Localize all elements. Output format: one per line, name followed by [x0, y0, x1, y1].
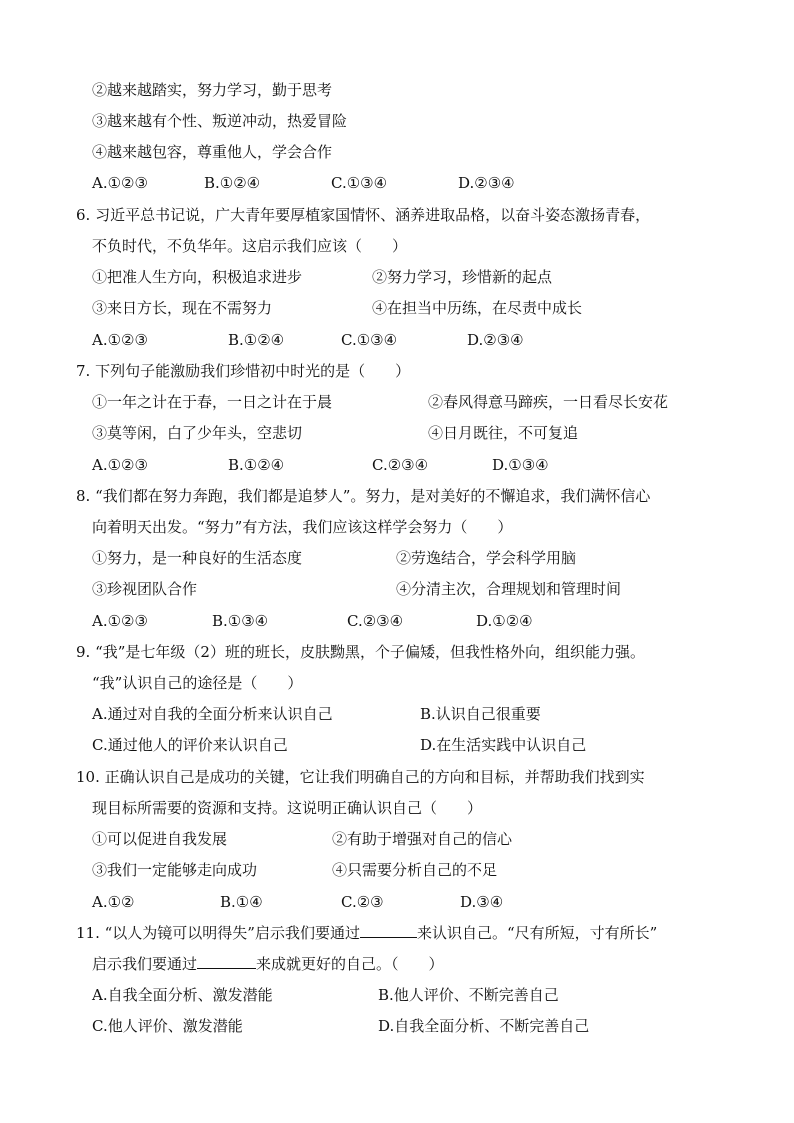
q9-stem-line-1: 9. “我”是七年级（2）班的班长，皮肤黝黑，个子偏矮，但我性格外向，组织能力强。 [76, 643, 645, 661]
q7-item-2: ②春风得意马蹄疾，一日看尽长安花 [428, 393, 669, 411]
q8-item-4: ④分清主次，合理规划和管理时间 [396, 580, 622, 598]
q8-stem-line-2: 向着明天出发。“努力”有方法，我们应该这样学会努力（ ） [92, 518, 513, 536]
q5-item-2: ②越来越踏实，努力学习，勤于思考 [92, 81, 333, 99]
q6-option-a: A.①②③ [92, 331, 148, 349]
q10-option-b: B.①④ [220, 893, 263, 911]
q8-stem-line-1: 8. “我们都在努力奔跑，我们都是追梦人”。努力，是对美好的不懈追求，我们满怀信心 [76, 487, 651, 505]
q10-option-c: C.②③ [341, 893, 384, 911]
q7-item-3: ③莫等闲，白了少年头，空悲切 [92, 424, 303, 442]
q6-item-1: ①把准人生方向，积极追求进步 [92, 268, 303, 286]
q9-option-d: D.在生活实践中认识自己 [420, 736, 587, 754]
q10-item-3: ③我们一定能够走向成功 [92, 861, 258, 879]
q11-stem-part-4: 来成就更好的自己。（ ） [256, 955, 444, 973]
q11-option-d: D.自我全面分析、不断完善自己 [378, 1017, 590, 1035]
q11-stem-part-1: 11. “以人为镜可以明得失”启示我们要通过 [76, 924, 360, 942]
q10-item-2: ②有助于增强对自己的信心 [332, 830, 513, 848]
q7-option-a: A.①②③ [92, 456, 148, 474]
q7-stem-line-1: 7. 下列句子能激励我们珍惜初中时光的是（ ） [76, 362, 411, 380]
q11-option-c: C.他人评价、激发潜能 [92, 1017, 243, 1035]
q8-option-c: C.②③④ [347, 612, 404, 630]
q5-option-a: A.①②③ [92, 174, 148, 192]
q5-option-b: B.①②④ [204, 174, 261, 192]
q8-option-d: D.①②④ [476, 612, 533, 630]
q7-item-1: ①一年之计在于春，一日之计在于晨 [92, 393, 333, 411]
q8-option-a: A.①②③ [92, 612, 148, 630]
q8-item-3: ③珍视团队合作 [92, 580, 198, 598]
q11-stem-line-2 [92, 954, 444, 974]
q10-item-4: ④只需要分析自己的不足 [332, 861, 498, 879]
q5-option-c: C.①③④ [331, 174, 388, 192]
answer-blank-2 [197, 954, 256, 969]
q8-item-2: ②劳逸结合，学会科学用脑 [396, 549, 577, 567]
q10-stem-line-1: 10. 正确认识自己是成功的关键，它让我们明确自己的方向和目标，并帮助我们找到实 [76, 768, 645, 786]
q7-option-c: C.②③④ [372, 456, 429, 474]
q11-stem-part-2: 来认识自己。“尺有所短，寸有所长” [416, 924, 658, 942]
q11-stem-line-1 [76, 923, 657, 943]
q11-option-b: B.他人评价、不断完善自己 [378, 986, 559, 1004]
q11-option-a: A.自我全面分析、激发潜能 [92, 986, 273, 1004]
q10-option-a: A.①② [92, 893, 135, 911]
q9-stem-line-2: “我”认识自己的途径是（ ） [92, 674, 303, 692]
q11-stem-part-3: 启示我们要通过 [92, 955, 198, 973]
q7-option-b: B.①②④ [228, 456, 285, 474]
q7-item-4: ④日月既往，不可复追 [428, 424, 579, 442]
q7-option-d: D.①③④ [492, 456, 549, 474]
q6-stem-line-2: 不负时代，不负华年。这启示我们应该（ ） [92, 237, 408, 255]
q10-item-1: ①可以促进自我发展 [92, 830, 228, 848]
q6-option-b: B.①②④ [228, 331, 285, 349]
q5-option-d: D.②③④ [458, 174, 515, 192]
q5-item-4: ④越来越包容，尊重他人，学会合作 [92, 143, 333, 161]
q5-item-3: ③越来越有个性、叛逆冲动，热爱冒险 [92, 112, 348, 130]
q10-option-d: D.③④ [460, 893, 504, 911]
q6-stem-line-1: 6. 习近平总书记说，广大青年要厚植家国情怀、涵养进取品格，以奋斗姿态激扬青春， [76, 206, 651, 224]
q8-item-1: ①努力，是一种良好的生活态度 [92, 549, 303, 567]
q9-option-b: B.认识自己很重要 [420, 705, 541, 723]
q6-item-2: ②努力学习，珍惜新的起点 [372, 268, 553, 286]
q6-option-c: C.①③④ [341, 331, 398, 349]
q9-option-c: C.通过他人的评价来认识自己 [92, 736, 288, 754]
q9-option-a: A.通过对自我的全面分析来认识自己 [92, 705, 333, 723]
answer-blank-1 [360, 923, 417, 938]
q6-item-4: ④在担当中历练，在尽责中成长 [372, 299, 583, 317]
q8-option-b: B.①③④ [212, 612, 269, 630]
q6-item-3: ③来日方长，现在不需努力 [92, 299, 273, 317]
q10-stem-line-2: 现目标所需要的资源和支持。这说明正确认识自己（ ） [92, 799, 483, 817]
q6-option-d: D.②③④ [467, 331, 524, 349]
